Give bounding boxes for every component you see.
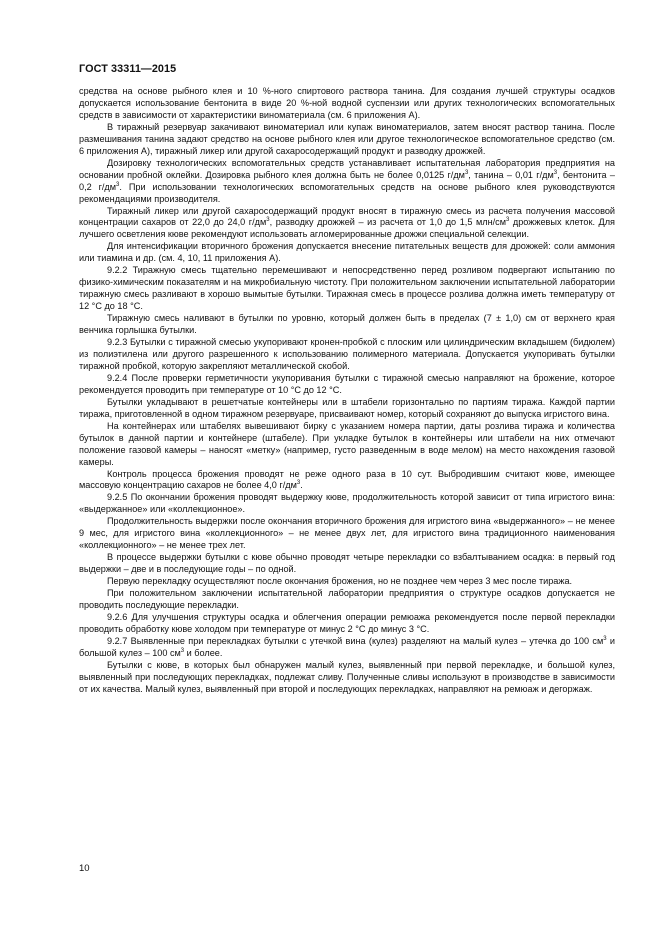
paragraph xyxy=(79,158,615,206)
text-run: 9.2.7 Выявленные при перекладках бутылки с утечкой вина (кулез) разделяют на малый кулез – утечка до 100 см xyxy=(107,635,604,646)
superscript: 3 xyxy=(553,169,558,176)
text-run: дрожжевых клеток. Для лучшего осветления кюве рекомендуют использовать агломерированные дрожжи специальной селекции. xyxy=(79,217,615,240)
text-run: В тиражный резервуар закачивают виноматериал или купаж виноматериалов, затем вносят раствор танина. После размешивания танина задают средство на основе рыбного клея или другое технологическое вспомогательное средство (см. 6 приложения А), тиражный ликер или другой сахаросодержащий продукт и разводку дрожжей. xyxy=(79,121,615,156)
paragraph xyxy=(79,337,615,373)
paragraph xyxy=(79,373,615,397)
text-run: При положительном заключении испытательной лаборатории предприятия о структуре осадков допускается не проводить последующие перекладки. xyxy=(79,588,615,610)
text-run: Дозировку технологических вспомогательных средств устанавливает испытательная лаборатория предприятия на основании пробной оклейки. Дозировка рыбного клея должна быть не более 0,0125 г/дм xyxy=(79,157,615,180)
text-run: и более. xyxy=(184,647,223,658)
paragraph xyxy=(79,265,615,313)
text-run: 9.2.4 После проверки герметичности укупоривания бутылки с тиражной смесью направляют на брожение, которое рекомендуется проводить при температуре от 10 °С до 12 °С. xyxy=(79,372,615,395)
text-run: Продолжительность выдержки после окончания вторичного брожения для игристого вина «выдержанного» – не менее 9 мес, для игристого вина «коллекционного» – не менее двух лет, для игристого вина традиционного наименования «коллекционного» – не менее трех лет. xyxy=(79,516,615,551)
paragraph xyxy=(79,576,615,588)
paragraph xyxy=(79,206,615,242)
text-run: 9.2.5 По окончании брожения проводят выдержку кюве, продолжительность которой зависит от типа игристого вина: «выдержанное» или «коллекционное». xyxy=(79,492,615,515)
paragraph xyxy=(79,313,615,337)
paragraph xyxy=(79,421,615,469)
superscript: 3 xyxy=(116,181,120,188)
paragraph xyxy=(79,122,615,158)
text-run: 9.2.2 Тиражную смесь тщательно перемешивают и непосредственно перед розливом подвергают испытанию по физико-химическим показателям и на микробиальную чистоту. При положительном заключении испытательной лаборатории тиражную смесь разливают в хорошо вымытые бутылки. Тиражная смесь в процессе розлива должна иметь температуру от 12 °С до 18 °С. xyxy=(79,265,615,312)
superscript: 3 xyxy=(266,217,270,224)
paragraph xyxy=(79,516,615,552)
text-run: Первую перекладку осуществляют после окончания брожения, но не позднее чем через 3 мес после тиража. xyxy=(107,576,573,587)
text-run: , разводку дрожжей – из расчета от 1,0 до 1,5 млн/см xyxy=(269,217,506,228)
text-run: и большой кулез – 100 см xyxy=(79,635,615,658)
paragraph xyxy=(79,552,615,576)
text-run: Бутылки укладывают в решетчатые контейнеры или в штабели горизонтально по партиям тиража. Каждой партии тиража, приготовленной в одном тиражном резервуаре, присваивают номер, который сохраняют до выпуска игристого вина. xyxy=(79,396,615,419)
paragraph xyxy=(79,660,615,696)
document-code-header: ГОСТ 33311—2015 xyxy=(79,63,177,75)
paragraph xyxy=(79,588,615,612)
text-run: В процессе выдержки бутылки с кюве обычно проводят четыре перекладки со взбалтыванием осадка: в первый год выдержки – две и в последующие годы – по одной. xyxy=(79,552,615,575)
paragraph xyxy=(79,612,615,636)
superscript: 3 xyxy=(296,480,301,487)
text-run: Тиражный ликер или другой сахаросодержащий продукт вносят в тиражную смесь из расчета получения массовой концентрации сахаров от 22,0 до 24,0 г/дм xyxy=(79,205,615,228)
page-number: 10 xyxy=(79,863,90,874)
paragraph xyxy=(79,86,615,122)
text-run: , бентонита – 0,2 г/дм xyxy=(79,169,615,192)
text-run: Контроль процесса брожения проводят не реже одного раза в 10 сут. Выбродившим считают кюве, имеющее массовую концентрацию сахаров не более 4,0 г/дм xyxy=(79,468,615,491)
text-run: 9.2.3 Бутылки с тиражной смесью укупоривают кронен-пробкой с плоским или цилиндрическим вкладышем (бидюлем) из полиэтилена или другого разрешенного к использованию полимерного материала. Допускается укупоривать бутылки тиражной пробкой, которую закрепляют металлической скобой. xyxy=(79,337,615,371)
paragraph xyxy=(79,469,615,493)
superscript: 3 xyxy=(505,217,510,224)
text-run: Тиражную смесь наливают в бутылки по уровню, который должен быть в пределах (7 ± 1,0) см от верхнего края венчика горлышка бутылки. xyxy=(79,313,615,336)
text-run: . При использовании технологических вспомогательных средств на основе рыбного клея руководствуются рекомендациями производителя. xyxy=(79,181,615,204)
text-run: . xyxy=(300,480,303,491)
superscript: 3 xyxy=(603,635,607,642)
document-body xyxy=(79,86,615,696)
text-run: На контейнерах или штабелях вывешивают бирку с указанием номера партии, даты розлива тиража и количества бутылок в данной партии и контейнере (штабеле). При укладке бутылок в контейнеры или штабели на них отмечают положение газовой камеры – наносят «метку» (например, густо разведенным в воде мелом) на место нахождения газовой камеры. xyxy=(79,420,615,467)
superscript: 3 xyxy=(180,647,185,654)
text-run: , танина – 0,01 г/дм xyxy=(468,169,554,180)
text-run: Для интенсификации вторичного брожения допускается внесение питательных веществ для дрожжей: соли аммония или тиамина и др. (см. 4, 10, 11 приложения А). xyxy=(79,241,615,264)
paragraph xyxy=(79,241,615,265)
text-run: 9.2.6 Для улучшения структуры осадка и облегчения операции ремюажа рекомендуется после первой перекладки проводить обработку кюве холодом при температуре от минус 2 °С до минус 3 °С. xyxy=(79,611,615,634)
text-run: средства на основе рыбного клея и 10 %-ного спиртового раствора танина. Для создания лучшей структуры осадков допускается использование бентонита в виде 20 %-ной водной суспензии или других технологических вспомогательных средств в зависимости от характеристики виноматериала (см. 6 приложения А). xyxy=(79,86,615,120)
paragraph xyxy=(79,397,615,421)
paragraph xyxy=(79,636,615,660)
paragraph xyxy=(79,492,615,516)
superscript: 3 xyxy=(464,169,469,176)
text-run: Бутылки с кюве, в которых был обнаружен малый кулез, выявленный при первой перекладке, и большой кулез, выявленный при последующих перекладках, подлежат сливу. Полученные сливы используют в производстве в зависимости от их качества. Малый кулез, выявленный при второй и последующих перекладках, направляют на ремюаж и дегоржаж. xyxy=(79,659,615,694)
